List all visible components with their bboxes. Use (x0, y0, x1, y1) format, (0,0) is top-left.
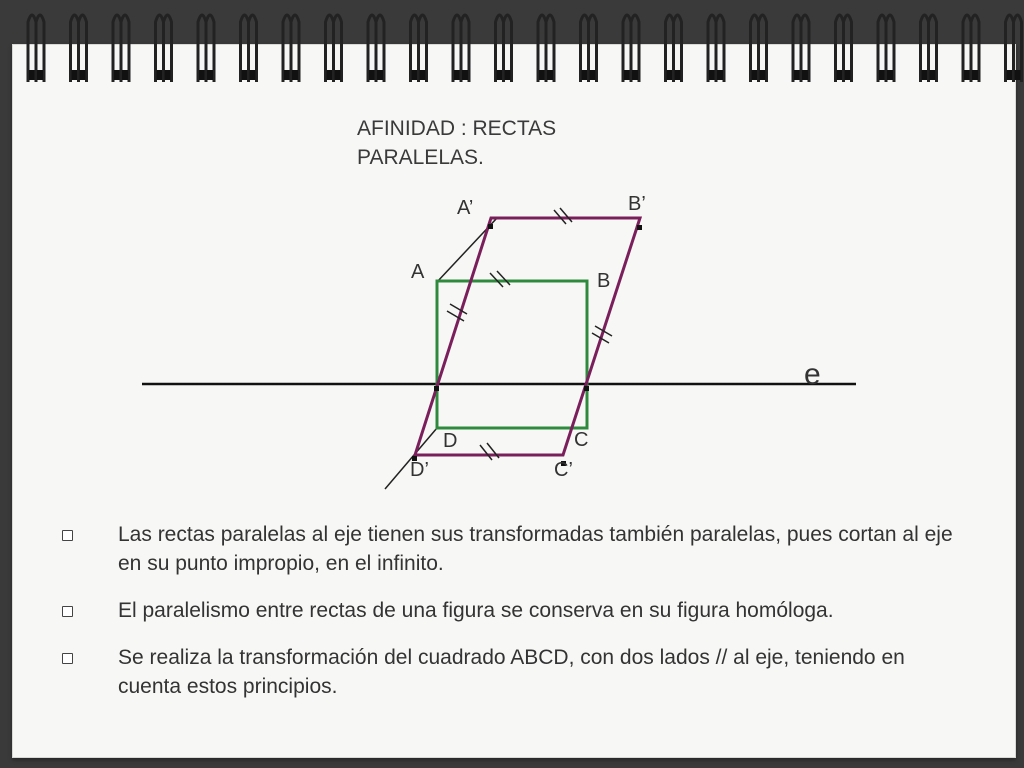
bullet-item (60, 596, 960, 625)
bullet-text: Las rectas paralelas al eje tienen sus transformadas también paralelas, pues cortan al eje en su punto impropio, en el infinito. (118, 523, 953, 575)
label-axis-e: e (804, 358, 821, 391)
label-b: B (597, 270, 611, 292)
label-d: D (443, 430, 458, 452)
bullet-item (60, 520, 960, 578)
bullet-marker-icon (62, 606, 73, 617)
bullet-list (60, 520, 960, 701)
slide-title: AFINIDAD : RECTAS PARALELAS. (357, 117, 557, 169)
label-d-prime: D’ (410, 459, 429, 481)
label-c-prime: C’ (554, 459, 573, 481)
label-c: C (574, 429, 589, 451)
square-abcd (437, 281, 587, 428)
label-a: A (411, 261, 425, 283)
bullet-text: El paralelismo entre rectas de una figura se conserva en su figura homóloga. (118, 599, 834, 622)
parallelogram-transformed (415, 218, 640, 455)
label-a-prime: A’ (457, 197, 474, 219)
bullet-marker-icon (62, 653, 73, 664)
bullet-text: Se realiza la transformación del cuadrado ABCD, con dos lados // al eje, teniendo en cuenta estos principios. (118, 646, 905, 698)
label-b-prime: B’ (628, 193, 646, 215)
bullet-marker-icon (62, 530, 73, 541)
bullet-item (60, 643, 960, 701)
